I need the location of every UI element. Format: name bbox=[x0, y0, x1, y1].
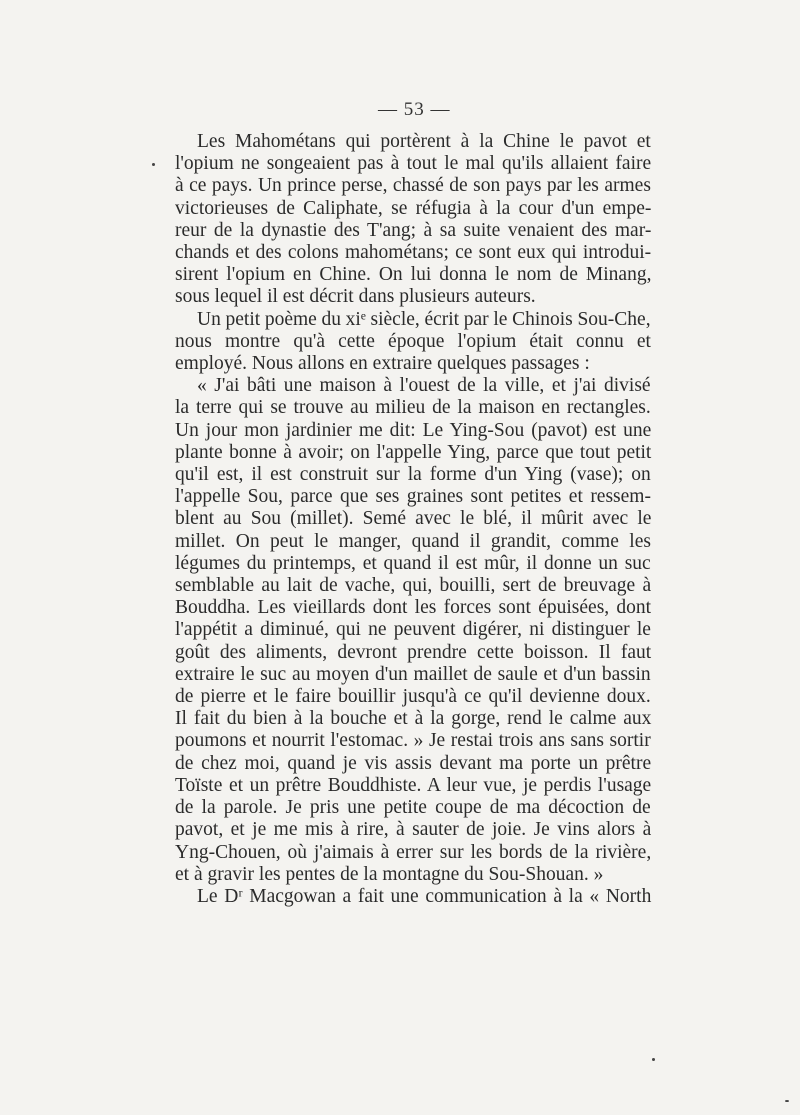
text-line: de chez moi, quand je vis assis devant ma porte un prêtre bbox=[175, 752, 652, 774]
text-line: semblable au lait de vache, qui, bouilli, sert de breuvage à bbox=[175, 575, 652, 597]
text-line: employé. Nous allons en extraire quelques passages : bbox=[175, 353, 590, 375]
text-line: de pierre et le faire bouillir jusqu'à ce qu'il devienne doux. bbox=[175, 686, 651, 708]
text-line: l'appétit a diminué, qui ne peuvent digérer, ni distinguer le bbox=[175, 619, 651, 641]
text-line: et à gravir les pentes de la montagne du Sou-Shouan. » bbox=[175, 863, 604, 885]
print-speck bbox=[152, 163, 155, 166]
text-line: goût des aliments, devront prendre cette boisson. Il faut bbox=[175, 641, 652, 663]
text-line: à ce pays. Un prince perse, chassé de son pays par les armes bbox=[175, 175, 651, 197]
text-line: sirent l'opium en Chine. On lui donna le nom de Minang, bbox=[175, 264, 652, 286]
text-line: nous montre qu'à cette époque l'opium était connu et bbox=[175, 330, 651, 352]
text-line: Toïste et un prêtre Bouddhiste. A leur vue, je perdis l'usage bbox=[175, 774, 652, 796]
text-line: chands et des colons mahométans; ce sont eux qui introdui- bbox=[175, 242, 652, 264]
text-line: extraire le suc au moyen d'un maillet de saule et d'un bassin bbox=[175, 663, 651, 685]
text-line: poumons et nourrit l'estomac. » Je restai trois ans sans sortir bbox=[175, 730, 651, 752]
page-number: — 53 — bbox=[378, 99, 451, 120]
text-line: l'appelle Sou, parce que ses graines sont petites et ressem- bbox=[175, 486, 651, 508]
text-line: blent au Sou (millet). Semé avec le blé, il mûrit avec le bbox=[175, 508, 652, 530]
text-line: qu'il est, il est construit sur la forme d'un Ying (vase); on bbox=[175, 464, 651, 486]
text-line: millet. On peut le manger, quand il grandit, comme les bbox=[175, 530, 651, 552]
text-line: reur de la dynastie des T'ang; à sa suite venaient des mar- bbox=[175, 219, 652, 241]
text-line: de la parole. Je pris une petite coupe de ma décoction de bbox=[175, 797, 651, 819]
text-line: sous lequel il est décrit dans plusieurs auteurs. bbox=[175, 286, 536, 308]
text-line: plante bonne à avoir; on l'appelle Ying, parce que tout petit bbox=[175, 441, 652, 463]
text-line: l'opium ne songeaient pas à tout le mal qu'ils allaient faire bbox=[175, 153, 652, 175]
text-line: Bouddha. Les vieillards dont les forces sont épuisées, dont bbox=[175, 597, 652, 619]
print-speck bbox=[652, 1058, 655, 1061]
print-speck bbox=[785, 1100, 789, 1102]
text-line: pavot, et je me mis à rire, à sauter de joie. Je vins alors à bbox=[175, 819, 652, 841]
text-line: Les Mahométans qui portèrent à la Chine le pavot et bbox=[197, 131, 651, 152]
text-line: victorieuses de Caliphate, se réfugia à la cour d'un empe- bbox=[175, 197, 652, 219]
paragraph-4 bbox=[175, 886, 651, 908]
text-line: la terre qui se trouve au milieu de la maison en rectangles. bbox=[175, 397, 651, 419]
text-line: Yng-Chouen, où j'aimais à errer sur les bords de la rivière, bbox=[175, 841, 652, 863]
text-line: Il fait du bien à la bouche et à la gorge, rend le calme aux bbox=[175, 708, 652, 730]
body-text bbox=[175, 131, 651, 908]
paragraph-2 bbox=[175, 309, 651, 376]
text-line: Un jour mon jardinier me dit: Le Ying-Sou (pavot) est une bbox=[175, 419, 652, 441]
text-line: Un petit poème du xiᵉ siècle, écrit par le Chinois Sou-Che, bbox=[197, 308, 651, 330]
paragraph-1 bbox=[175, 131, 651, 309]
text-line: légumes du printemps, et quand il est mûr, il donne un suc bbox=[175, 552, 651, 574]
text-line: Le Dʳ Macgowan a fait une communication à la « North bbox=[197, 885, 652, 907]
paragraph-3-quotation bbox=[175, 375, 651, 886]
text-line: « J'ai bâti une maison à l'ouest de la ville, et j'ai divisé bbox=[197, 375, 651, 397]
